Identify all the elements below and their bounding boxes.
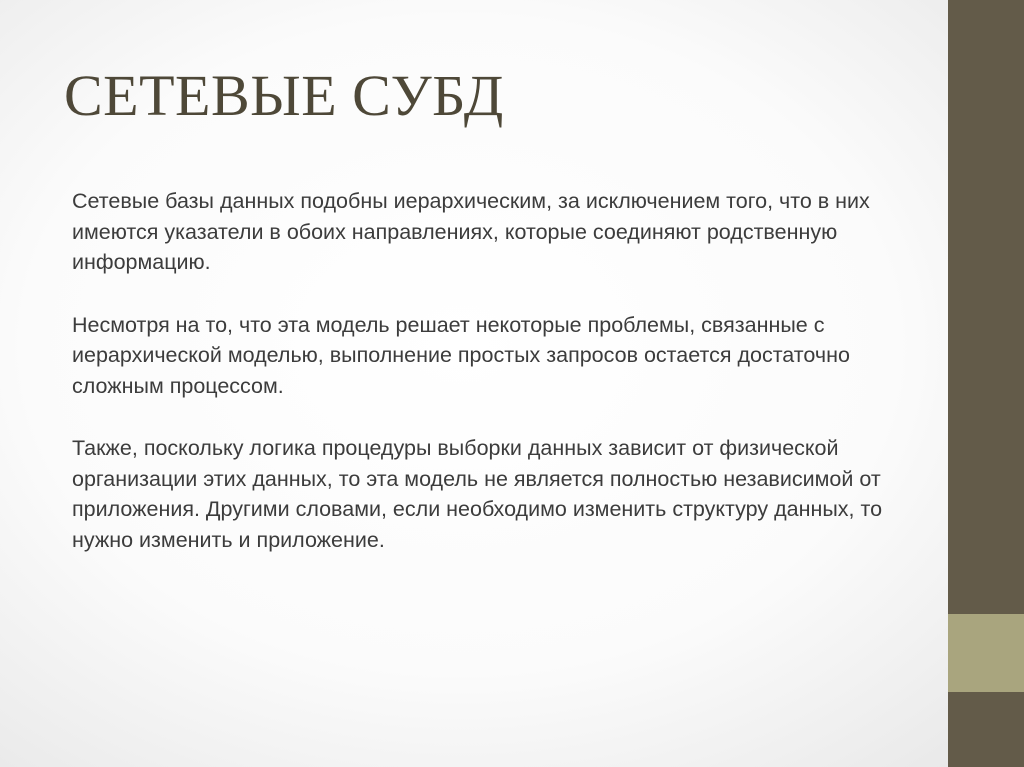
decorative-sidebar-band (948, 614, 1024, 692)
slide-body (72, 186, 932, 587)
paragraph: Несмотря на то, что эта модель решает некоторые проблемы, связанные с иерархической моделью, выполнение простых запросов остается достаточно сложным процессом. (72, 312, 850, 398)
paragraph: Сетевые базы данных подобны иерархическим, за исключением того, что в них имеются указатели в обоих направлениях, которые соединяют родственную информацию. (72, 189, 870, 274)
slide-title: СЕТЕВЫЕ СУБД (64, 63, 504, 128)
paragraph: Также, поскольку логика процедуры выборки данных зависит от физической организации этих данных, то эта модель не является полностью независимой от приложения. Другими словами, если необходимо изменить структуру данных, то нужно изменить и приложение. (72, 436, 883, 552)
